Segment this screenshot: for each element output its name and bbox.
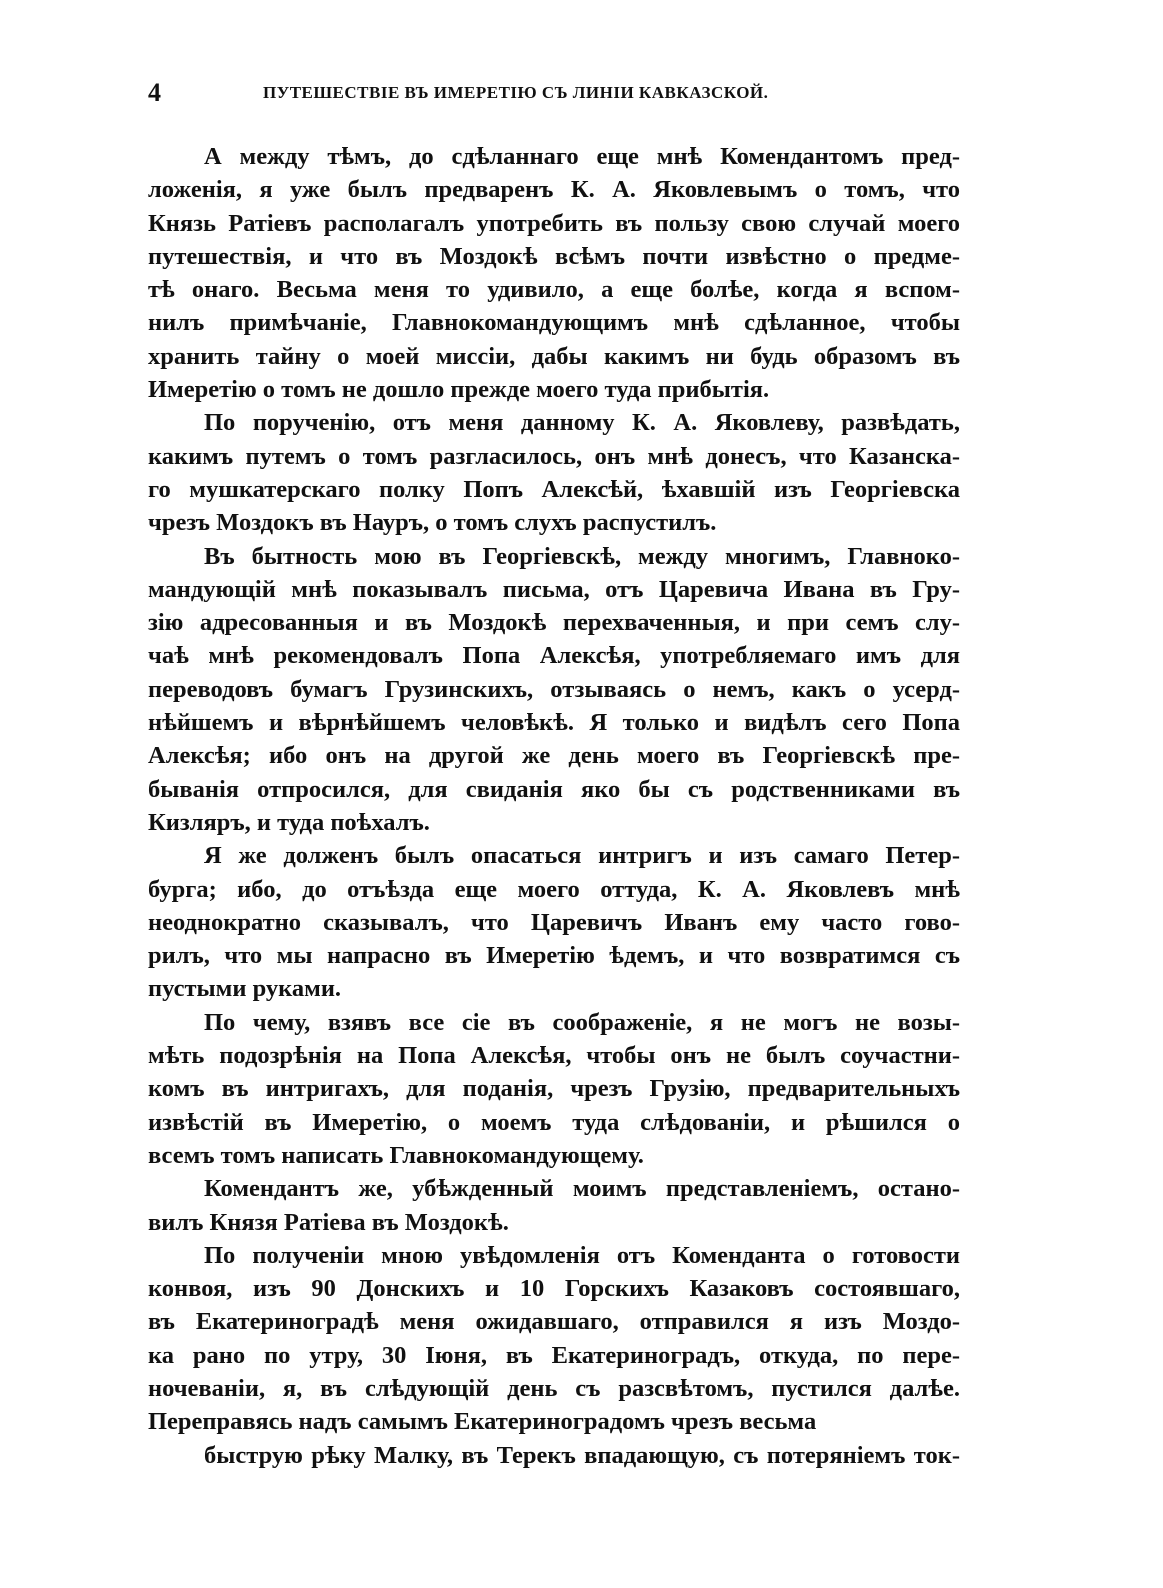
- text-line: Князь Ратіевъ располагалъ употребить въ пользу свою случай моего: [148, 209, 960, 237]
- text-line: быструю рѣку Малку, въ Терекъ впадающую, съ потеряніемъ ток-: [204, 1441, 960, 1469]
- running-title: ПУТЕШЕСТВІЕ ВЪ ИМЕРЕТІЮ СЪ ЛИНІИ КАВКАЗСКОЙ.: [263, 83, 769, 102]
- text-line: нѣйшемъ и вѣрнѣйшемъ человѣкѣ. Я только и видѣлъ сего Попа: [148, 709, 960, 737]
- text-line: переводовъ бумагъ Грузинскихъ, отзываясь о немъ, какъ о усерд-: [148, 675, 960, 703]
- text-line: По чему, взявъ все сіе въ соображеніе, я не могъ не возы-: [204, 1008, 960, 1036]
- text-line: конвоя, изъ 90 Донскихъ и 10 Горскихъ Казаковъ состоявшаго,: [148, 1275, 960, 1303]
- text-line: Комендантъ же, убѣжденный моимъ представленіемъ, остано-: [204, 1175, 960, 1203]
- text-line: путешествія, и что въ Моздокѣ всѣмъ почти извѣстно о предме-: [148, 242, 960, 270]
- text-line: Кизляръ, и туда поѣхалъ.: [148, 808, 430, 836]
- text-line: комъ въ интригахъ, для поданія, чрезъ Грузію, предварительныхъ: [148, 1075, 960, 1103]
- text-line: чрезъ Моздокъ въ Науръ, о томъ слухъ распустилъ.: [148, 509, 717, 537]
- text-line: ложенія, я уже былъ предваренъ К. А. Яковлевымъ о томъ, что: [148, 176, 960, 204]
- text-line: Алексѣя; ибо онъ на другой же день моего въ Георгіевскѣ пре-: [148, 742, 960, 770]
- text-line: вилъ Князя Ратіева въ Моздокѣ.: [148, 1208, 509, 1236]
- text-line: Я же долженъ былъ опасаться интригъ и изъ самаго Петер-: [204, 842, 960, 870]
- text-line: ка рано по утру, 30 Іюня, въ Екатериноградъ, откуда, по пере-: [148, 1341, 960, 1369]
- text-line: По порученію, отъ меня данному К. А. Яковлеву, развѣдать,: [204, 409, 960, 437]
- text-line: быванія отпросился, для свиданія яко бы съ родственниками въ: [148, 775, 960, 803]
- text-line: какимъ путемъ о томъ разгласилось, онъ мнѣ донесъ, что Казанска-: [148, 442, 960, 470]
- text-line: Имеретію о томъ не дошло прежде моего туда прибытія.: [148, 376, 770, 404]
- text-line: мандующій мнѣ показывалъ письма, отъ Царевича Ивана въ Гру-: [148, 575, 960, 603]
- text-line: тѣ онаго. Весьма меня то удивило, а еще болѣе, когда я вспом-: [148, 276, 960, 304]
- text-line: пустыми руками.: [148, 975, 342, 1003]
- text-line: го мушкатерскаго полку Попъ Алексѣй, ѣхавшій изъ Георгіевска: [148, 475, 960, 503]
- page-number: 4: [148, 78, 161, 107]
- body-text: [148, 140, 960, 1472]
- text-line: Въ бытность мою въ Георгіевскѣ, между многимъ, Главноко-: [204, 542, 960, 570]
- text-line: неоднократно сказывалъ, что Царевичъ Иванъ ему часто гово-: [148, 908, 960, 936]
- text-line: мѣть подозрѣнія на Попа Алексѣя, чтобы онъ не былъ соучастни-: [148, 1042, 960, 1070]
- text-line: По полученіи мною увѣдомленія отъ Коменданта о готовости: [204, 1241, 960, 1269]
- text-line: хранить тайну о моей миссіи, дабы какимъ ни будь образомъ въ: [148, 342, 960, 370]
- text-line: ночеваніи, я, въ слѣдующій день съ разсвѣтомъ, пустился далѣе.: [148, 1374, 960, 1402]
- page-header: [148, 78, 968, 108]
- text-line: Переправясь надъ самымъ Екатериноградомъ чрезъ весьма: [148, 1408, 817, 1436]
- text-line: рилъ, что мы напрасно въ Имеретію ѣдемъ, и что возвратимся съ: [148, 942, 960, 970]
- text-line: нилъ примѣчаніе, Главнокомандующимъ мнѣ сдѣланное, чтобы: [148, 309, 960, 337]
- text-line: въ Екатериноградѣ меня ожидавшаго, отправился я изъ Моздо-: [148, 1308, 960, 1336]
- text-line: бурга; ибо, до отъѣзда еще моего оттуда, К. А. Яковлевъ мнѣ: [148, 875, 960, 903]
- text-line: чаѣ мнѣ рекомендовалъ Попа Алексѣя, употребляемаго имъ для: [148, 642, 960, 670]
- text-line: извѣстій въ Имеретію, о моемъ туда слѣдованіи, и рѣшился о: [148, 1108, 960, 1136]
- text-line: А между тѣмъ, до сдѣланнаго еще мнѣ Комендантомъ пред-: [204, 143, 960, 170]
- text-line: зію адресованныя и въ Моздокѣ перехваченныя, и при семъ слу-: [148, 609, 960, 637]
- text-line: всемъ томъ написать Главнокомандующему.: [148, 1141, 644, 1169]
